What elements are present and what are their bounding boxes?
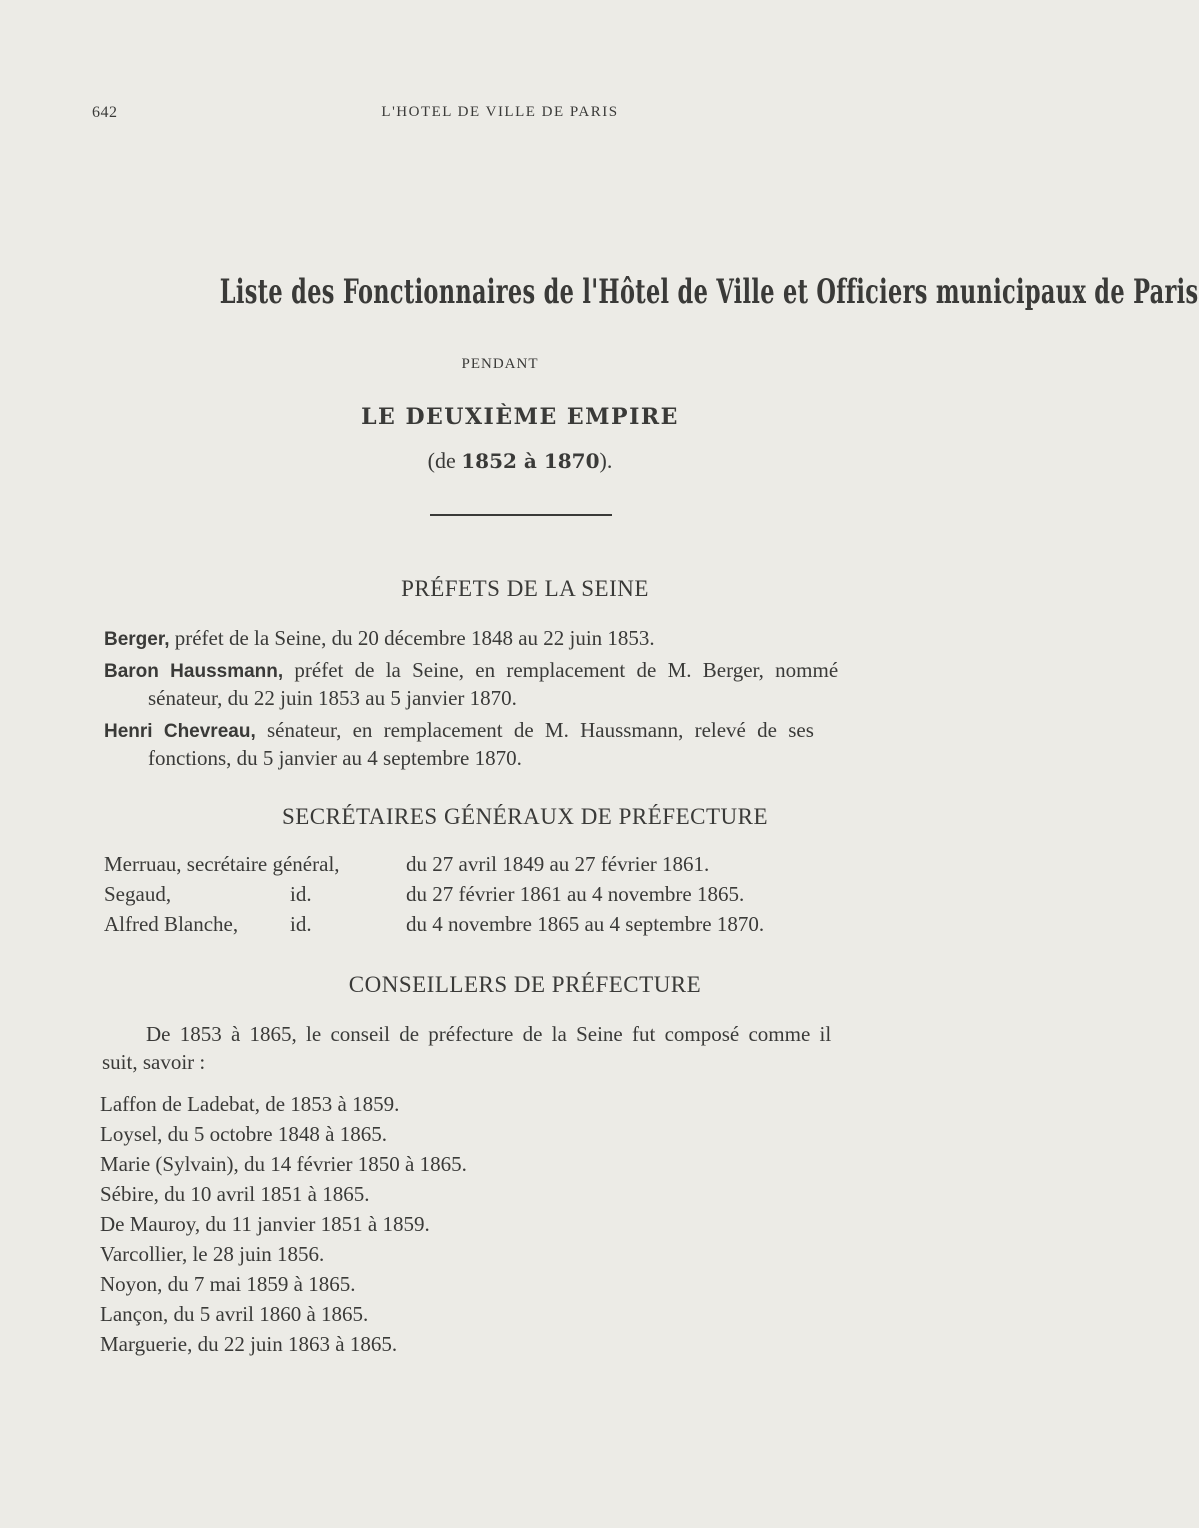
secretaire-role: id.: [290, 882, 312, 906]
prefet-continuation: fonctions, du 5 janvier au 4 septembre 1870.: [148, 746, 522, 770]
conseiller-item: De Mauroy, du 11 janvier 1851 à 1859.: [100, 1212, 430, 1236]
conseiller-item: Sébire, du 10 avril 1851 à 1865.: [100, 1182, 370, 1206]
prefet-name: Berger,: [104, 629, 170, 650]
conseiller-item: Noyon, du 7 mai 1859 à 1865.: [100, 1272, 356, 1296]
prefet-name: Baron Haussmann,: [104, 661, 284, 682]
page-number: 642: [92, 104, 118, 121]
prefet-text: sénateur, en remplacement de M. Haussmann, relevé de ses: [255, 718, 814, 742]
subtitle-pendant: PENDANT: [461, 356, 539, 372]
conseiller-item: Marie (Sylvain), du 14 février 1850 à 1865.: [100, 1152, 467, 1176]
secretaire-dates: du 27 avril 1849 au 27 février 1861.: [406, 852, 710, 876]
era-dates-to: 1870: [543, 449, 600, 473]
prefet-continuation: sénateur, du 22 juin 1853 au 5 janvier 1870.: [148, 686, 517, 710]
era-dates-mid: à: [516, 449, 544, 473]
running-title: L'HOTEL DE VILLE DE PARIS: [381, 104, 619, 120]
prefet-entry: [104, 718, 814, 743]
secretaire-name: Segaud,: [104, 882, 172, 906]
era-dates-open: (de: [427, 448, 462, 473]
secretaire-name: Merruau, secrétaire général,: [104, 852, 340, 876]
secretaire-dates: du 4 novembre 1865 au 4 septembre 1870.: [406, 912, 765, 936]
section-heading-conseillers: CONSEILLERS DE PRÉFECTURE: [348, 972, 702, 997]
secretaire-dates: du 27 février 1861 au 4 novembre 1865.: [406, 882, 745, 906]
prefet-text: préfet de la Seine, en remplacement de M. Berger, nommé: [283, 658, 839, 682]
section-heading-prefets: PRÉFETS DE LA SEINE: [401, 576, 649, 601]
secretaire-name: Alfred Blanche,: [104, 912, 239, 936]
era-dates-close: ).: [599, 448, 613, 473]
conseillers-intro: De 1853 à 1865, le conseil de préfecture de la Seine fut composé comme il: [146, 1022, 832, 1046]
era-dates: [0, 448, 1040, 474]
section-heading-secretaires: SECRÉTAIRES GÉNÉRAUX DE PRÉFECTURE: [281, 804, 769, 829]
era-dates-from: 1852: [461, 449, 517, 473]
conseiller-item: Lançon, du 5 avril 1860 à 1865.: [100, 1302, 369, 1326]
conseillers-intro-cont: suit, savoir :: [102, 1050, 206, 1074]
conseiller-item: Marguerie, du 22 juin 1863 à 1865.: [100, 1332, 398, 1356]
prefet-text: préfet de la Seine, du 20 décembre 1848 au 22 juin 1853.: [169, 626, 655, 650]
conseiller-item: Laffon de Ladebat, de 1853 à 1859.: [100, 1092, 400, 1116]
era-title: LE DEUXIÈME EMPIRE: [361, 404, 679, 430]
conseiller-item: Loysel, du 5 octobre 1848 à 1865.: [100, 1122, 387, 1146]
prefet-entry: [104, 626, 655, 651]
divider-rule: [430, 514, 612, 516]
conseiller-item: Varcollier, le 28 juin 1856.: [100, 1242, 325, 1266]
page-title: Liste des Fonctionnaires de l'Hôtel de Ville et Officiers municipaux de Paris: [219, 272, 1199, 312]
prefet-name: Henri Chevreau,: [104, 721, 256, 742]
prefet-entry: [104, 658, 956, 683]
secretaire-role: id.: [290, 912, 312, 936]
